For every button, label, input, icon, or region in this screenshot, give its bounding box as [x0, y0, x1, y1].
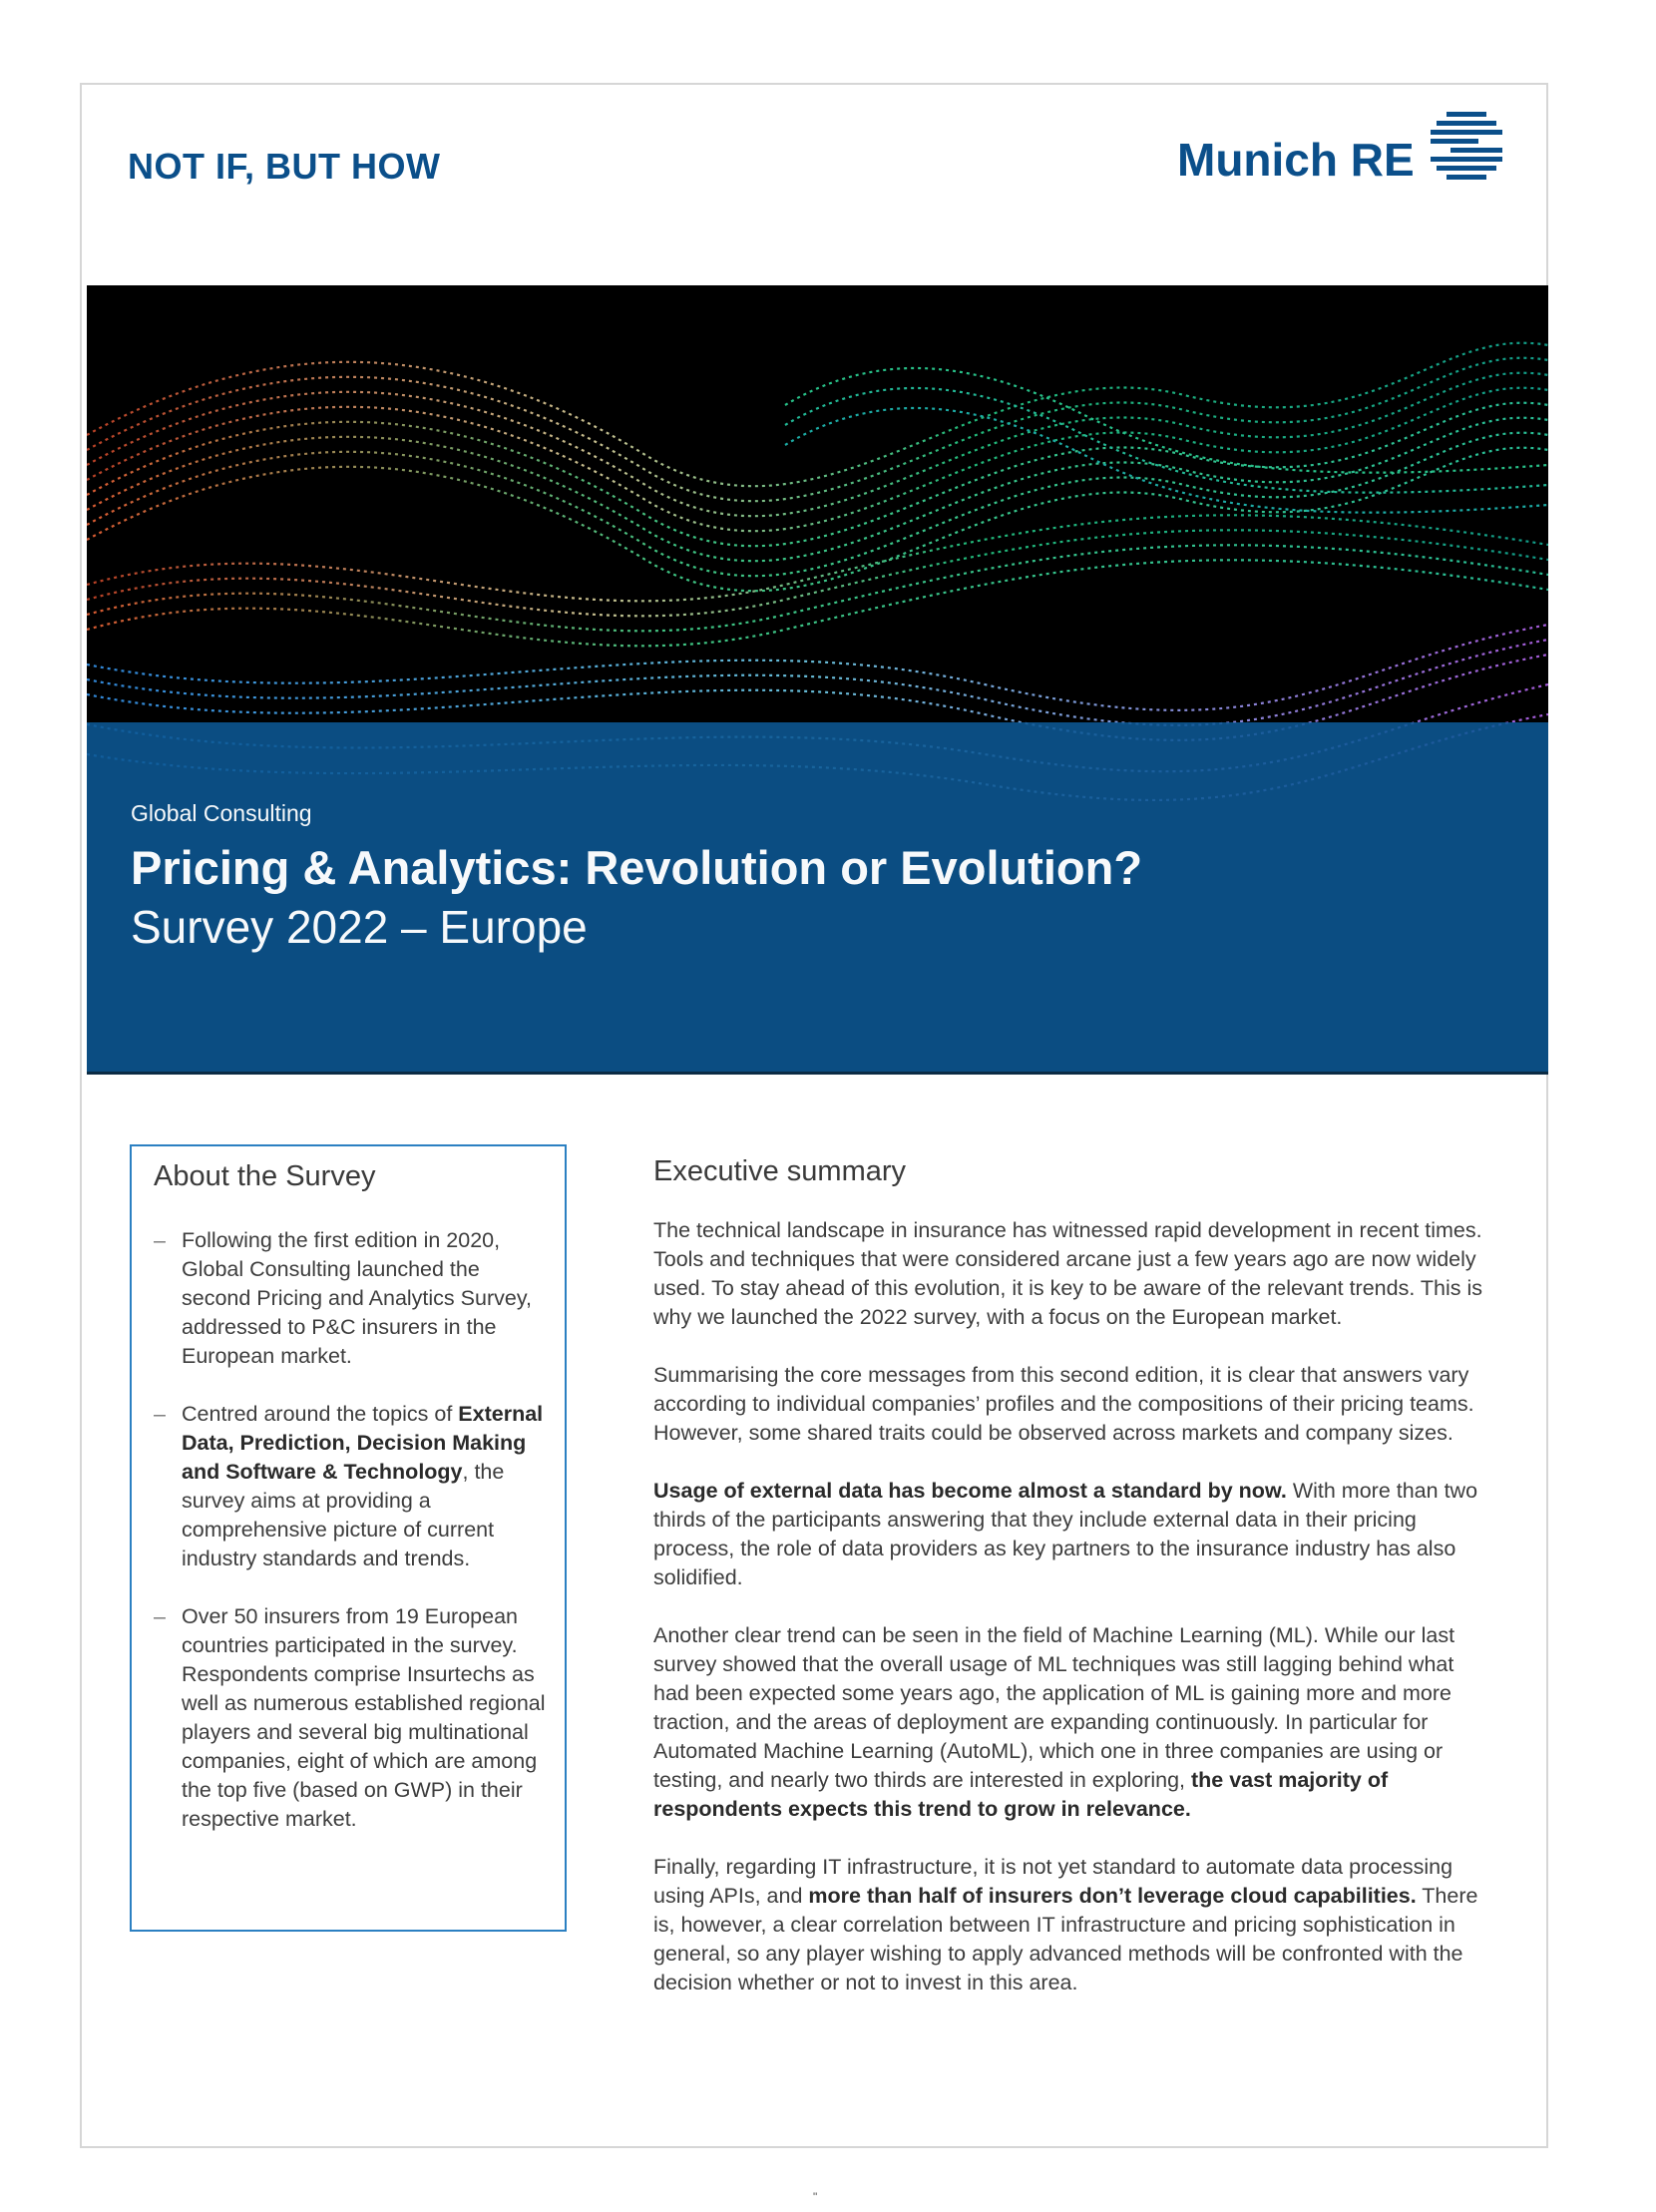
footer-mark: " — [813, 2190, 818, 2204]
summary-p5-bold: more than half of insurers don’t leverage cloud capabilities. — [808, 1884, 1417, 1908]
about-survey-box — [130, 1144, 567, 1932]
about-item-1-text: Following the first edition in 2020, Global Consulting launched the second Pricing and Analytics Survey, addressed to P&C insurers in the European market. — [182, 1228, 532, 1368]
about-item-2-bold: External Data, Prediction, Decision Making and Software & Technology — [182, 1402, 544, 1484]
munich-re-mark-icon — [1429, 110, 1506, 188]
page-subtitle: Survey 2022 – Europe — [131, 901, 588, 953]
summary-p4-pre: Another clear trend can be seen in the field of Machine Learning (ML). While our last survey showed that the overall usage of ML techniques was still lagging behind what had been expected some years ago, the application of ML is gaining more and more traction, and the areas of deployment are expanding continuously. In particular for Automated Machine Learning (AutoML), which one in three companies are using or testing, and nearly two thirds are interested in exploring, — [653, 1623, 1455, 1792]
hero-kicker: Global Consulting — [131, 800, 312, 826]
list-item — [154, 1226, 553, 1371]
hero-banner — [87, 285, 1548, 1074]
summary-paragraph-2: Summarising the core messages from this second edition, it is clear that answers vary according to individual companies’ profiles and the compositions of their pricing teams. However, some shared traits could be observed across markets and company sizes. — [653, 1363, 1474, 1445]
summary-p5-pre: Finally, regarding IT infrastructure, it is not yet standard to automate data processing using APIs, and — [653, 1855, 1453, 1908]
summary-paragraph-4 — [653, 1621, 1491, 1824]
header-tagline: NOT IF, BUT HOW — [128, 146, 441, 187]
about-item-2-pre: Centred around the topics of — [182, 1402, 459, 1426]
summary-paragraph-1: The technical landscape in insurance has witnessed rapid development in recent times. Tools and techniques that were considered arcane just a few years ago are now widely used. To stay ahead of this evolution, it is key to be aware of the relevant trends. This is why we launched the 2022 survey, with a focus on the European market. — [653, 1218, 1483, 1329]
page-title: Pricing & Analytics: Revolution or Evolution? — [131, 841, 1143, 894]
summary-p3-rest: With more than two thirds of the participants answering that they include external data in their pricing process, the role of data providers as key partners to the insurance industry has also solidified. — [653, 1479, 1478, 1589]
executive-summary — [653, 1155, 1491, 2026]
dash-bullet-icon: – — [154, 1402, 166, 1426]
hero-divider — [87, 1072, 1548, 1075]
list-item — [154, 1602, 553, 1834]
summary-paragraph-5 — [653, 1853, 1491, 1997]
summary-p4-bold: the vast majority of respondents expects this trend to grow in relevance. — [653, 1768, 1389, 1821]
munich-re-logo — [1177, 110, 1506, 188]
about-item-2-post: , the survey aims at providing a comprehensive picture of current industry standards and trends. — [182, 1460, 505, 1570]
dash-bullet-icon: – — [154, 1228, 166, 1252]
about-title: About the Survey — [154, 1160, 376, 1192]
about-item-3-text: Over 50 insurers from 19 European countries participated in the survey. Respondents comprise Insurtechs as well as numerous established regional players and several big multinational companies, eight of which are among the top five (based on GWP) in their respective market. — [182, 1604, 546, 1831]
summary-title: Executive summary — [653, 1155, 907, 1187]
summary-p5-rest: There is, however, a clear correlation between IT infrastructure and pricing sophistication in general, so any player wishing to apply advanced methods will be confronted with the decision whether or not to invest in this area. — [653, 1884, 1478, 1994]
dash-bullet-icon: – — [154, 1604, 166, 1628]
summary-p3-bold: Usage of external data has become almost a standard by now. — [653, 1479, 1287, 1503]
summary-paragraph-3 — [653, 1477, 1491, 1592]
brand-name: Munich RE — [1177, 134, 1415, 186]
list-item — [154, 1400, 553, 1573]
about-list — [154, 1226, 553, 1863]
